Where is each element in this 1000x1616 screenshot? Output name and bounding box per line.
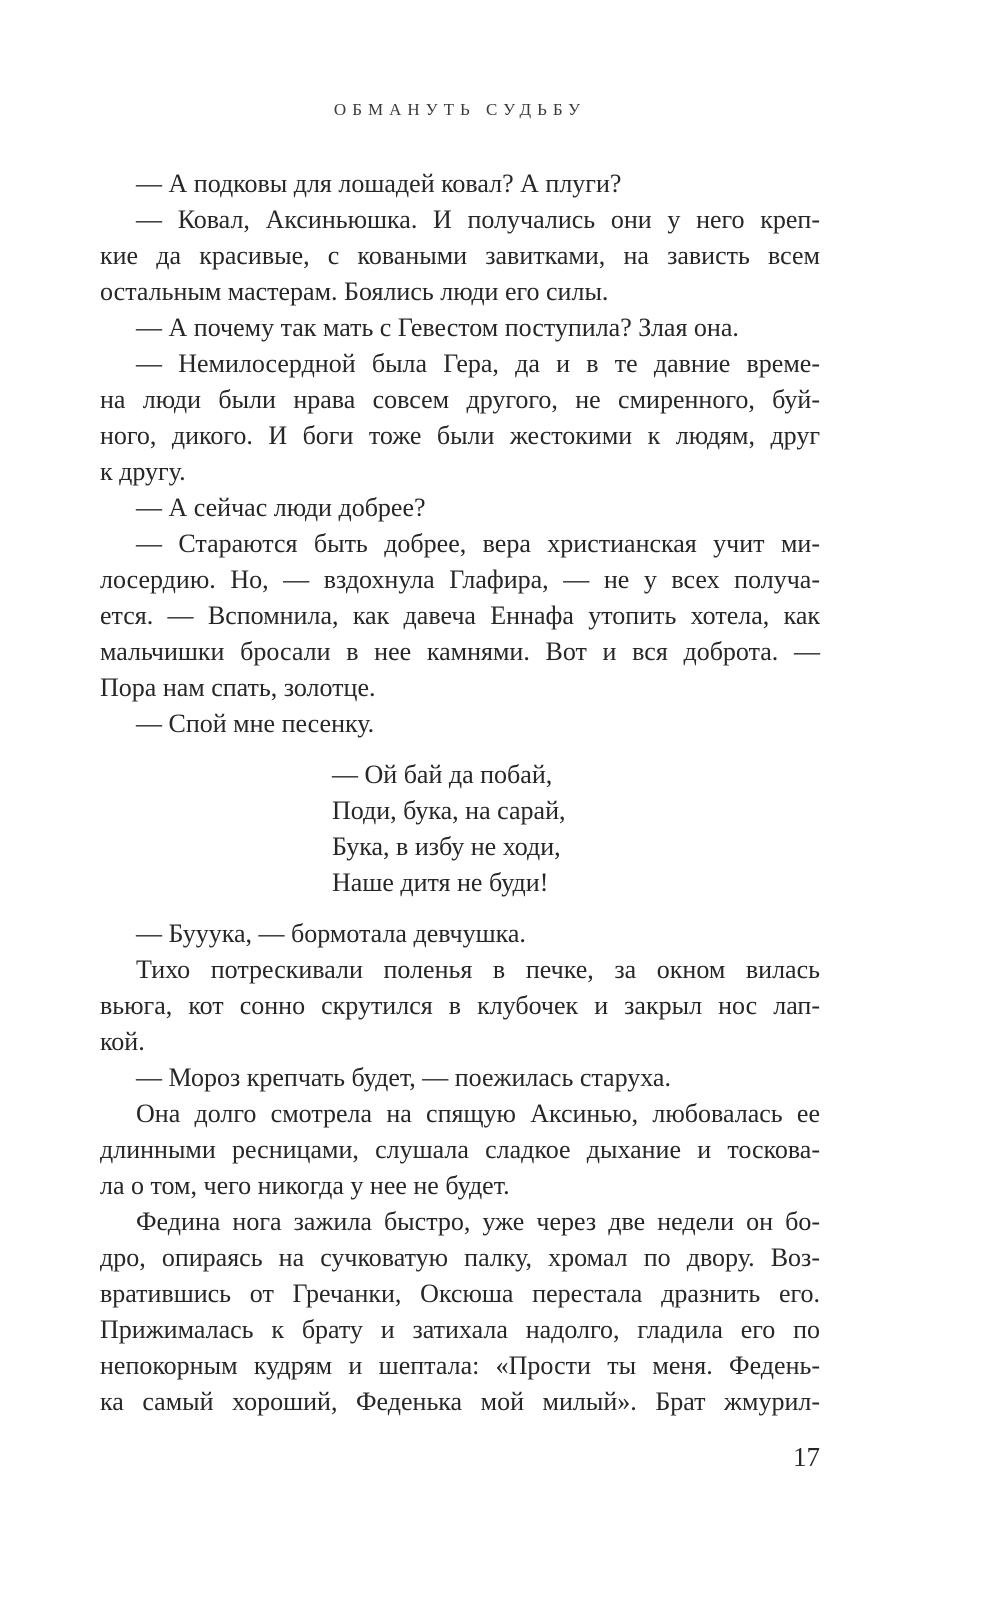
text-line: длинными ресницами, слушала сладкое дыхание и тоскова-: [100, 1135, 820, 1164]
running-header-title: ОБМАНУТЬ СУДЬБУ: [333, 100, 587, 119]
text-line: — Мороз крепчать будет, — поежилась старуха.: [136, 1063, 671, 1092]
verse-line: Бука, в избу не ходи,: [332, 832, 561, 861]
text-line: — Ковал, Аксиньюшка. И получались они у него креп-: [136, 205, 820, 234]
text-line: кой.: [100, 1027, 145, 1056]
text-line: дро, опираясь на сучковатую палку, хромал по двору. Воз-: [100, 1243, 820, 1272]
text-line: — Стараются быть добрее, вера христианская учит ми-: [136, 529, 820, 558]
text-line: непокорным кудрям и шептала: «Прости ты меня. Федень-: [100, 1351, 820, 1380]
text-line: к другу.: [100, 457, 186, 486]
text-line: остальным мастерам. Боялись люди его силы.: [100, 277, 609, 306]
text-line: — А почему так мать с Гевестом поступила? Злая она.: [136, 313, 739, 342]
text-line: ла о том, чего никогда у нее не будет.: [100, 1171, 510, 1200]
text-line: кие да красивые, с коваными завитками, на зависть всем: [100, 241, 820, 270]
text-line: Прижималась к брату и затихала надолго, гладила его по: [100, 1315, 820, 1344]
verse-line: Наше дитя не буди!: [332, 868, 549, 897]
page-text-block: [100, 166, 820, 1420]
verse-gap-top: [100, 742, 820, 757]
page-number: 17: [793, 1442, 820, 1472]
verse-line: Поди, бука, на сарай,: [332, 796, 566, 825]
verse-line: — Ой бай да побай,: [332, 760, 553, 789]
text-line: — Бууука, — бормотала девчушка.: [136, 919, 526, 948]
text-line: — А сейчас люди добрее?: [136, 493, 426, 522]
text-line: — А подковы для лошадей ковал? А плуги?: [136, 169, 622, 198]
text-line: — Немилосердной была Гера, да и в те давние време-: [136, 349, 820, 378]
text-line: мальчишки бросали в нее камнями. Вот и вся доброта. —: [100, 637, 820, 666]
text-line: — Спой мне песенку.: [136, 709, 375, 738]
text-line: на люди были нрава совсем другого, не смиренного, буй-: [100, 385, 820, 414]
text-line: Пора нам спать, золотце.: [100, 673, 376, 702]
text-line: ного, дикого. И боги тоже были жестокими к людям, друг: [100, 421, 820, 450]
text-line: ется. — Вспомнила, как давеча Еннафа утопить хотела, как: [100, 601, 820, 630]
text-line: Тихо потрескивали поленья в печке, за окном вилась: [136, 955, 820, 984]
text-line: вратившись от Гречанки, Оксюша перестала дразнить его.: [100, 1279, 820, 1308]
text-line: ка самый хороший, Феденька мой милый». Брат жмурил-: [100, 1387, 820, 1416]
text-line: Она долго смотрела на спящую Аксинью, любовалась ее: [136, 1099, 820, 1128]
text-line: лосердию. Но, — вздохнула Глафира, — не у всех получа-: [100, 565, 820, 594]
text-line: вьюга, кот сонно скрутился в клубочек и закрыл нос лап-: [100, 991, 820, 1020]
verse-gap-bottom: [100, 901, 820, 916]
text-line: Федина нога зажила быстро, уже через две недели он бо-: [136, 1207, 820, 1236]
